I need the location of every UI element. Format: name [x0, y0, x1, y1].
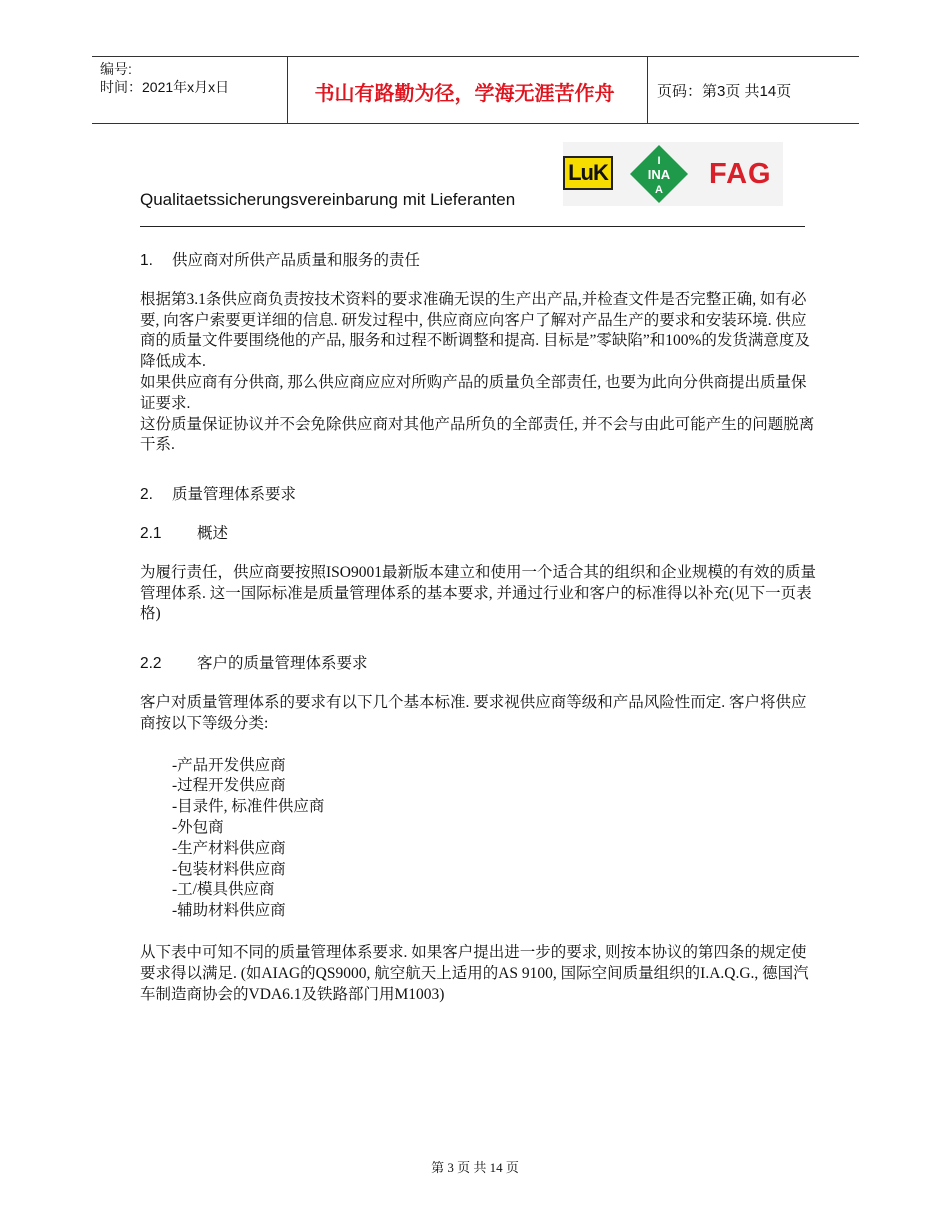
- time-label: 时间：2021年x月x日: [100, 79, 230, 95]
- header-page-info: 页码：第3页 共14页: [657, 83, 792, 100]
- list-item: -辅助材料供应商: [172, 902, 286, 920]
- section-number: 1.: [140, 252, 153, 269]
- document-body: [140, 243, 820, 1005]
- section-heading: [140, 251, 820, 272]
- paragraph: 从下表中可知不同的质量管理体系要求. 如果客户提出进一步的要求, 则按本协议的第四条的规定使要求得以满足. (如AIAG的QS9000, 航空航天上适用的AS 9100, 国际空间质量组织的I.A.Q.G., 德国汽车制造商协会的VDA6.1及铁路部门用M1003): [140, 943, 809, 1003]
- svg-text:INA: INA: [647, 167, 671, 182]
- paragraph: 如果供应商有分供商, 那么供应商应应对所购产品的质量负全部责任, 也要为此向分供商提出质量保证要求.: [140, 373, 807, 412]
- list-item: -目录件, 标准件供应商: [172, 798, 325, 816]
- ina-logo-icon: [629, 144, 689, 204]
- page-footer: 第 3 页 共 14 页: [431, 1160, 519, 1175]
- fag-logo: FAG: [709, 158, 772, 190]
- paragraph: 这份质量保证协议并不会免除供应商对其他产品所负的全部责任, 并不会与由此可能产生的问题脱离干系.: [140, 415, 815, 454]
- paragraph: 根据第3.1条供应商负责按技术资料的要求准确无误的生产出产品,并检查文件是否完整正确, 如有必要, 向客户索要更详细的信息. 研发过程中, 供应商应向客户了解对产品生产的要求和安装环境. 供应商的质量文件要围绕他的产品, 服务和过程不断调整和提高. 目标是”零缺陷”和100%的发货满意度及降低成本.: [140, 290, 810, 371]
- paragraph: 为履行责任，供应商要按照ISO9001最新版本建立和使用一个适合其的组织和企业规模的有效的质量管理体系. 这一国际标准是质量管理体系的基本要求, 并通过行业和客户的标准得以补充(见下一页表格): [140, 563, 816, 623]
- list-item: -产品开发供应商: [172, 756, 286, 774]
- section-title: 客户的质量管理体系要求: [197, 655, 368, 673]
- page-header: [92, 56, 859, 124]
- section-number: 2.2: [140, 655, 162, 673]
- number-label: 编号:: [100, 61, 132, 77]
- luk-logo: LuK: [563, 156, 613, 190]
- list-item: -过程开发供应商: [172, 777, 286, 795]
- section-title: 质量管理体系要求: [172, 486, 297, 504]
- header-meta: [100, 60, 229, 96]
- subsection-heading: [140, 524, 820, 545]
- paragraph: 客户对质量管理体系的要求有以下几个基本标准. 要求视供应商等级和产品风险性而定. 客户将供应商按以下等级分类:: [140, 693, 807, 732]
- subsection-heading: [140, 654, 820, 675]
- list-item: -工/模具供应商: [172, 881, 275, 899]
- title-underline: [140, 226, 805, 227]
- section-number: 2.1: [140, 524, 162, 542]
- section-title: 供应商对所供产品质量和服务的责任: [172, 252, 421, 269]
- svg-text:A: A: [655, 184, 663, 196]
- list-item: -生产材料供应商: [172, 839, 286, 857]
- section-heading: [140, 485, 820, 506]
- company-logo: [563, 142, 783, 206]
- list-item: -包装材料供应商: [172, 860, 286, 878]
- supplier-category-list: [140, 756, 820, 922]
- header-divider: [647, 57, 648, 123]
- section-title: 概述: [197, 524, 229, 542]
- header-motto: 书山有路勤为径，学海无涯苦作舟: [314, 81, 615, 105]
- section-number: 2.: [140, 486, 153, 504]
- list-item: -外包商: [172, 818, 224, 836]
- svg-text:I: I: [657, 155, 661, 167]
- document-title: Qualitaetssicherungsvereinbarung mit Lieferanten: [140, 190, 516, 209]
